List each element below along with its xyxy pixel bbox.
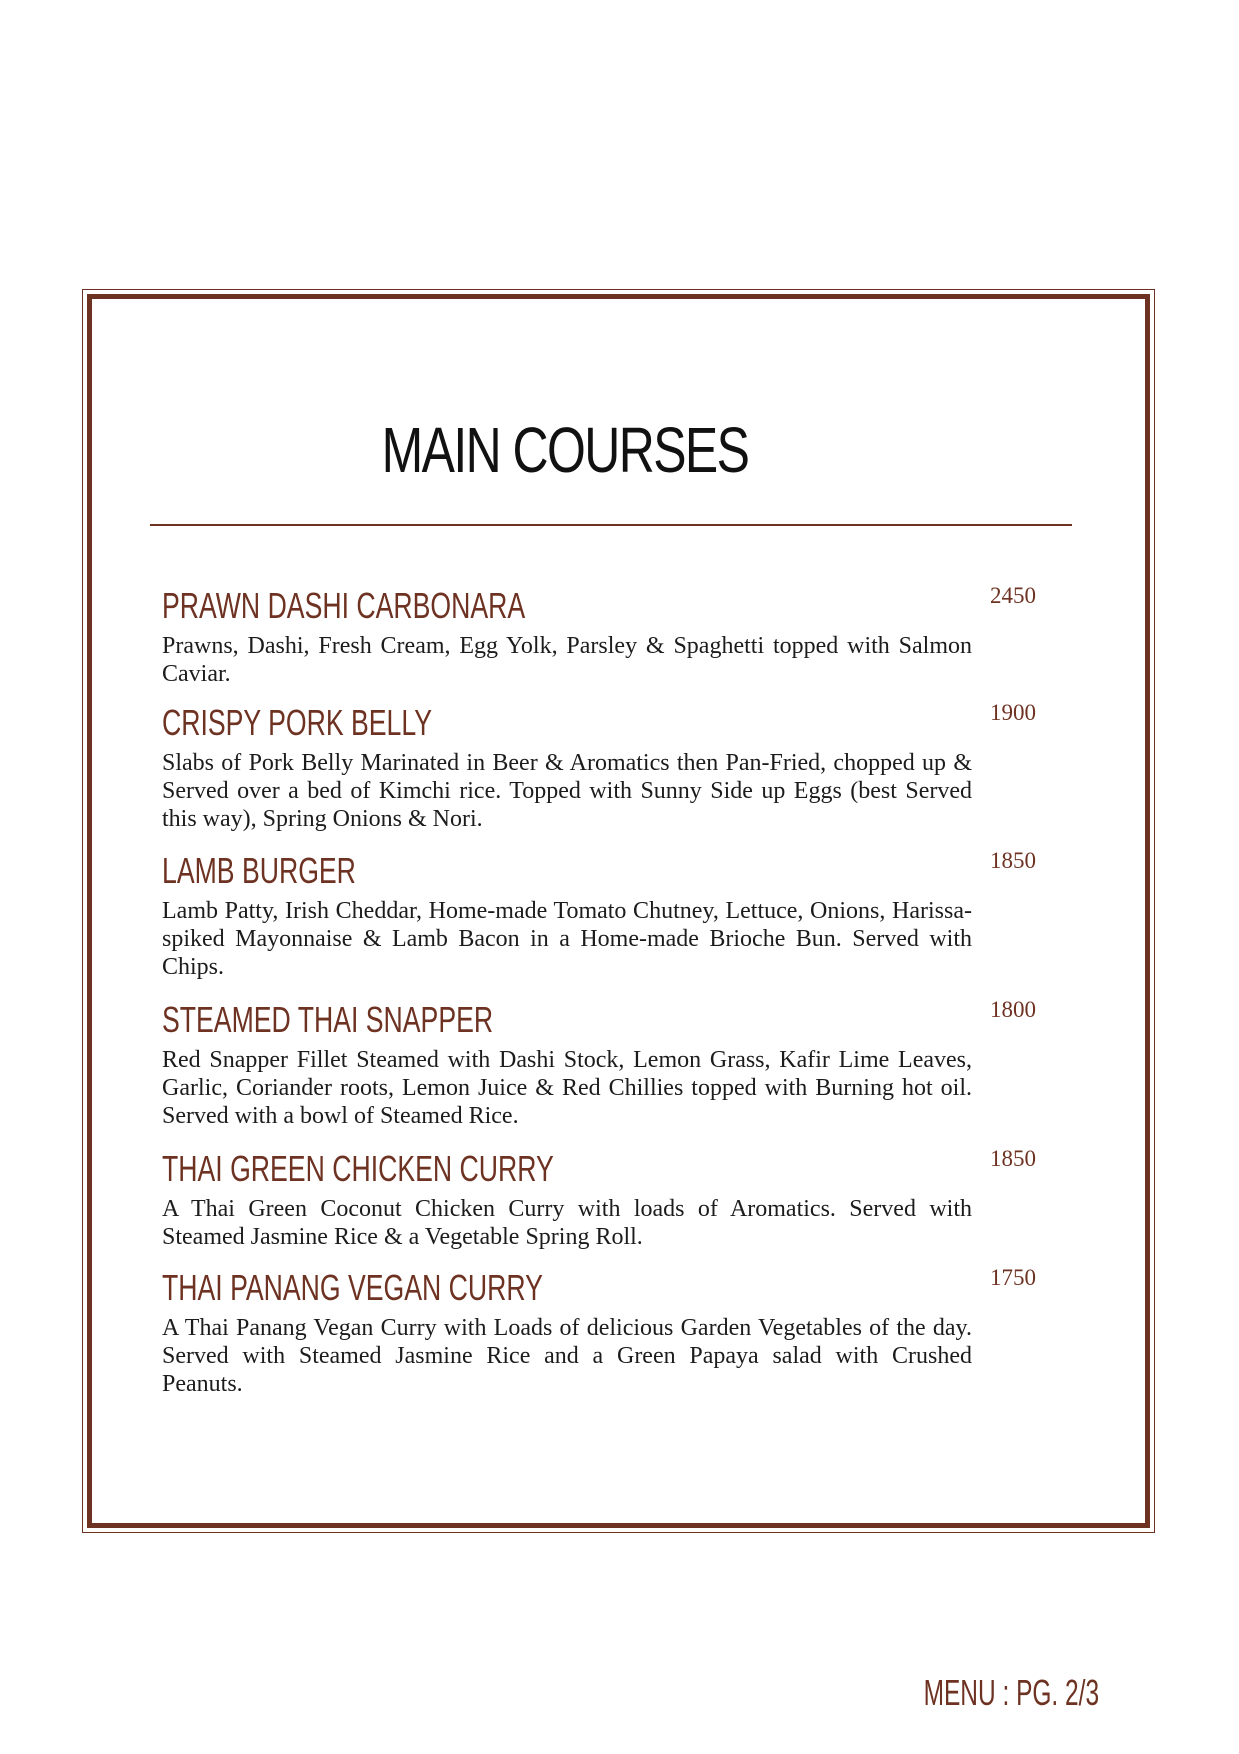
menu-item-name: THAI PANANG VEGAN CURRY xyxy=(162,1267,543,1308)
menu-item-description: Prawns, Dashi, Fresh Cream, Egg Yolk, Parsley & Spaghetti topped with Salmon Caviar. xyxy=(162,633,972,687)
page-number-label: MENU : PG. 2/3 xyxy=(923,1672,1099,1713)
menu-item-price: 1750 xyxy=(990,1265,1036,1290)
menu-item-name: PRAWN DASHI CARBONARA xyxy=(162,585,526,626)
menu-item-price: 2450 xyxy=(990,583,1036,608)
menu-item-name: THAI GREEN CHICKEN CURRY xyxy=(162,1148,554,1189)
title-divider xyxy=(150,524,1072,526)
menu-item-price: 1800 xyxy=(990,997,1036,1022)
menu-item-description: Slabs of Pork Belly Marinated in Beer & Aromatics then Pan-Fried, chopped up & Served over a bed of Kimchi rice. Topped with Sunny Side up Eggs (best Served this way), Spring Onions & Nori. xyxy=(162,750,972,832)
menu-item-description: Red Snapper Fillet Steamed with Dashi Stock, Lemon Grass, Kafir Lime Leaves, Garlic, Coriander roots, Lemon Juice & Red Chillies topped with Burning hot oil. Served with a bowl of Steamed Rice. xyxy=(162,1047,972,1129)
menu-item-description: Lamb Patty, Irish Cheddar, Home-made Tomato Chutney, Lettuce, Onions, Harissa-spiked Mayonnaise & Lamb Bacon in a Home-made Brioche Bun. Served with Chips. xyxy=(162,898,972,980)
page-title: MAIN COURSES xyxy=(381,414,749,486)
menu-item-price: 1900 xyxy=(990,700,1036,725)
menu-item xyxy=(162,702,972,833)
menu-item-price: 1850 xyxy=(990,1146,1036,1171)
menu-item xyxy=(162,850,972,981)
menu-item xyxy=(162,999,972,1130)
menu-item-description: A Thai Panang Vegan Curry with Loads of delicious Garden Vegetables of the day. Served with Steamed Jasmine Rice and a Green Papaya salad with Crushed Peanuts. xyxy=(162,1315,972,1397)
menu-item xyxy=(162,585,972,688)
menu-item-description: A Thai Green Coconut Chicken Curry with loads of Aromatics. Served with Steamed Jasmine Rice & a Vegetable Spring Roll. xyxy=(162,1196,972,1250)
menu-item xyxy=(162,1148,972,1251)
menu-item-price: 1850 xyxy=(990,848,1036,873)
menu-item-name: CRISPY PORK BELLY xyxy=(162,702,432,743)
menu-item-name: LAMB BURGER xyxy=(162,850,356,891)
menu-item xyxy=(162,1267,972,1398)
menu-item-name: STEAMED THAI SNAPPER xyxy=(162,999,494,1040)
